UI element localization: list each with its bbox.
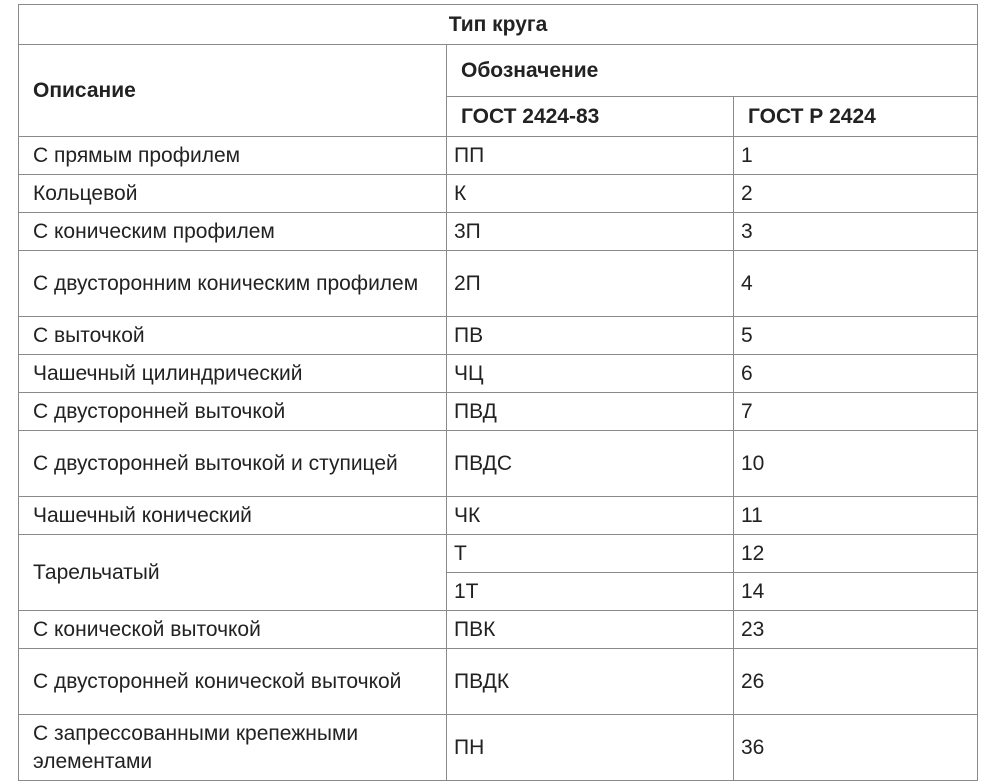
cell-gost-old: ПВДС <box>447 431 734 497</box>
cell-gost-old: ПВК <box>447 611 734 649</box>
table-row <box>19 611 978 649</box>
table-row <box>19 137 978 175</box>
cell-gost-old: К <box>447 175 734 213</box>
cell-description: С двусторонней выточкой <box>19 393 447 431</box>
table-title-row <box>19 5 978 45</box>
cell-description: С двусторонней конической выточкой <box>19 649 447 715</box>
table-row <box>19 251 978 317</box>
table-row <box>19 317 978 355</box>
header-designation: Обозначение <box>447 45 978 97</box>
cell-gost-new: 10 <box>734 431 978 497</box>
cell-gost-old: ПВДК <box>447 649 734 715</box>
cell-gost-old: ПВ <box>447 317 734 355</box>
cell-gost-new: 14 <box>734 573 978 611</box>
cell-description: С запрессованными крепежными элементами <box>19 715 447 781</box>
header-gost-new: ГОСТ Р 2424 <box>734 97 978 137</box>
cell-description: С конической выточкой <box>19 611 447 649</box>
cell-description: С выточкой <box>19 317 447 355</box>
cell-gost-old: 2П <box>447 251 734 317</box>
cell-gost-new: 1 <box>734 137 978 175</box>
table-row <box>19 431 978 497</box>
table-title: Тип круга <box>19 5 978 45</box>
cell-gost-new: 26 <box>734 649 978 715</box>
cell-gost-old: ЧК <box>447 497 734 535</box>
cell-gost-old: Т <box>447 535 734 573</box>
cell-gost-new: 12 <box>734 535 978 573</box>
table-row <box>19 649 978 715</box>
cell-gost-new: 11 <box>734 497 978 535</box>
cell-gost-old: 1Т <box>447 573 734 611</box>
cell-gost-old: ЧЦ <box>447 355 734 393</box>
cell-description: С двусторонней выточкой и ступицей <box>19 431 447 497</box>
table-row <box>19 497 978 535</box>
wheel-type-table <box>18 4 978 781</box>
cell-gost-new: 2 <box>734 175 978 213</box>
cell-description: С коническим профилем <box>19 213 447 251</box>
table-row <box>19 355 978 393</box>
table-row <box>19 393 978 431</box>
cell-gost-new: 4 <box>734 251 978 317</box>
cell-description: Кольцевой <box>19 175 447 213</box>
cell-description: Чашечный цилиндрический <box>19 355 447 393</box>
cell-gost-new: 5 <box>734 317 978 355</box>
table-row <box>19 175 978 213</box>
cell-gost-new: 36 <box>734 715 978 781</box>
header-gost-old: ГОСТ 2424-83 <box>447 97 734 137</box>
cell-gost-old: 3П <box>447 213 734 251</box>
table-row <box>19 715 978 781</box>
cell-gost-new: 6 <box>734 355 978 393</box>
cell-gost-new: 7 <box>734 393 978 431</box>
cell-description: Тарельчатый <box>19 535 447 611</box>
header-description: Описание <box>19 45 447 137</box>
table-row <box>19 213 978 251</box>
table-row <box>19 535 978 573</box>
cell-gost-old: ПВД <box>447 393 734 431</box>
cell-description: С двусторонним коническим профилем <box>19 251 447 317</box>
cell-description: Чашечный конический <box>19 497 447 535</box>
cell-gost-old: ПП <box>447 137 734 175</box>
cell-gost-new: 23 <box>734 611 978 649</box>
header-row <box>19 45 978 97</box>
cell-gost-new: 3 <box>734 213 978 251</box>
cell-description: С прямым профилем <box>19 137 447 175</box>
cell-gost-old: ПН <box>447 715 734 781</box>
